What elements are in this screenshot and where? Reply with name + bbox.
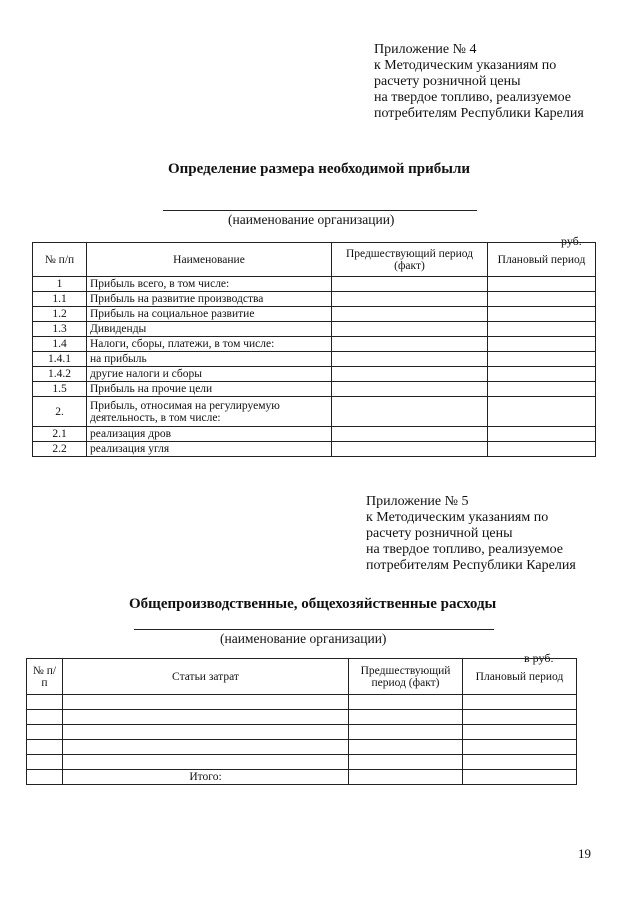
org-name-caption: (наименование организации) (228, 212, 395, 227)
row-number: 1.3 (33, 322, 87, 337)
annex-line: потребителям Республики Карелия (374, 106, 584, 121)
header-number: № п/п (33, 243, 87, 277)
expenses-table (26, 658, 577, 785)
cell-previous (349, 695, 463, 710)
annex-line: потребителям Республики Карелия (366, 558, 576, 573)
annex-line: Приложение № 5 (366, 494, 469, 509)
table-row (27, 725, 577, 740)
annex-line: на твердое топливо, реализуемое (366, 542, 564, 557)
row-name: другие налоги и сборы (87, 367, 332, 382)
row-name: Прибыль на социальное развитие (87, 307, 332, 322)
row-name: Прибыль, относимая на регулируемую деятельность, в том числе: (87, 397, 332, 427)
header-planned-period: Плановый период (463, 659, 577, 695)
cell-item (63, 755, 349, 770)
header-cost-items: Статьи затрат (63, 659, 349, 695)
header-name: Наименование (87, 243, 332, 277)
cell-planned (488, 382, 596, 397)
row-name: Прибыль на развитие производства (87, 292, 332, 307)
header-planned-period: Плановый период (488, 243, 596, 277)
org-name-line (163, 210, 477, 211)
currency-unit-2: в руб. (524, 651, 554, 665)
cell-previous (349, 770, 463, 785)
annex-line: расчету розничной цены (366, 526, 513, 541)
row-number: 1 (33, 277, 87, 292)
table-row (33, 352, 596, 367)
cell-previous (332, 427, 488, 442)
cell-planned (488, 352, 596, 367)
cell-previous (332, 322, 488, 337)
cell-planned (488, 427, 596, 442)
row-number: 2.2 (33, 442, 87, 457)
table-row (33, 307, 596, 322)
profit-table (32, 242, 596, 457)
cell-item (63, 740, 349, 755)
cell-previous (332, 292, 488, 307)
org-name-caption-2: (наименование организации) (220, 631, 387, 646)
annex-line: Приложение № 4 (374, 42, 477, 57)
annex-4-header (374, 42, 584, 122)
cell-number (27, 725, 63, 740)
row-name: Налоги, сборы, платежи, в том числе: (87, 337, 332, 352)
header-previous-period: Предшествующий период (факт) (349, 659, 463, 695)
cell-previous (332, 352, 488, 367)
row-name: Прибыль всего, в том числе: (87, 277, 332, 292)
cell-planned (488, 292, 596, 307)
table-row (27, 755, 577, 770)
cell-previous (332, 277, 488, 292)
cell-planned (488, 367, 596, 382)
section-2-title: Общепроизводственные, общехозяйственные расходы (129, 596, 497, 612)
cell-previous (349, 710, 463, 725)
row-name: Дивиденды (87, 322, 332, 337)
annex-5-header (366, 494, 576, 574)
cell-planned (488, 442, 596, 457)
section-1-title: Определение размера необходимой прибыли (168, 161, 471, 177)
cell-planned (488, 397, 596, 427)
cell-planned (463, 740, 577, 755)
table-row (33, 427, 596, 442)
cell-previous (349, 740, 463, 755)
cell-number (27, 755, 63, 770)
total-label: Итого: (63, 770, 349, 785)
cell-number (27, 710, 63, 725)
page-number: 19 (578, 846, 591, 861)
row-name: на прибыль (87, 352, 332, 367)
cell-item (63, 695, 349, 710)
row-name: Прибыль на прочие цели (87, 382, 332, 397)
cell-item (63, 725, 349, 740)
org-name-line-2 (134, 629, 494, 630)
cell-planned (463, 710, 577, 725)
table-row (33, 397, 596, 427)
cell-previous (332, 397, 488, 427)
cell-planned (488, 277, 596, 292)
annex-line: к Методическим указаниям по (374, 58, 557, 73)
cell-previous (349, 725, 463, 740)
annex-line: расчету розничной цены (374, 74, 521, 89)
row-name: реализация угля (87, 442, 332, 457)
cell-planned (463, 695, 577, 710)
row-name: реализация дров (87, 427, 332, 442)
cell-previous (332, 382, 488, 397)
cell-planned (488, 337, 596, 352)
row-number: 2.1 (33, 427, 87, 442)
table-row (33, 277, 596, 292)
annex-line: к Методическим указаниям по (366, 510, 549, 525)
row-number: 1.4.2 (33, 367, 87, 382)
row-number: 2. (33, 397, 87, 427)
cell-previous (332, 442, 488, 457)
cell-previous (332, 367, 488, 382)
table-row (33, 322, 596, 337)
table-row (33, 442, 596, 457)
currency-unit: руб. (561, 234, 582, 248)
cell-planned (488, 307, 596, 322)
cell-previous (332, 337, 488, 352)
row-number: 1.1 (33, 292, 87, 307)
cell-previous (332, 307, 488, 322)
cell-number (27, 695, 63, 710)
table-row (33, 382, 596, 397)
table-row (33, 367, 596, 382)
table-row (27, 695, 577, 710)
header-previous-period: Предшествующий период (факт) (332, 243, 488, 277)
cell-previous (349, 755, 463, 770)
cell-number (27, 740, 63, 755)
row-number: 1.4.1 (33, 352, 87, 367)
table-row (33, 292, 596, 307)
annex-line: на твердое топливо, реализуемое (374, 90, 572, 105)
table-row (27, 710, 577, 725)
table-row (33, 337, 596, 352)
cell-number (27, 770, 63, 785)
cell-planned (463, 755, 577, 770)
table-header-row (27, 659, 577, 695)
row-number: 1.5 (33, 382, 87, 397)
table-row (27, 740, 577, 755)
cell-planned (463, 725, 577, 740)
cell-planned (463, 770, 577, 785)
header-number: № п/п (27, 659, 63, 695)
table-header-row (33, 243, 596, 277)
row-number: 1.4 (33, 337, 87, 352)
cell-planned (488, 322, 596, 337)
cell-item (63, 710, 349, 725)
row-number: 1.2 (33, 307, 87, 322)
total-row (27, 770, 577, 785)
